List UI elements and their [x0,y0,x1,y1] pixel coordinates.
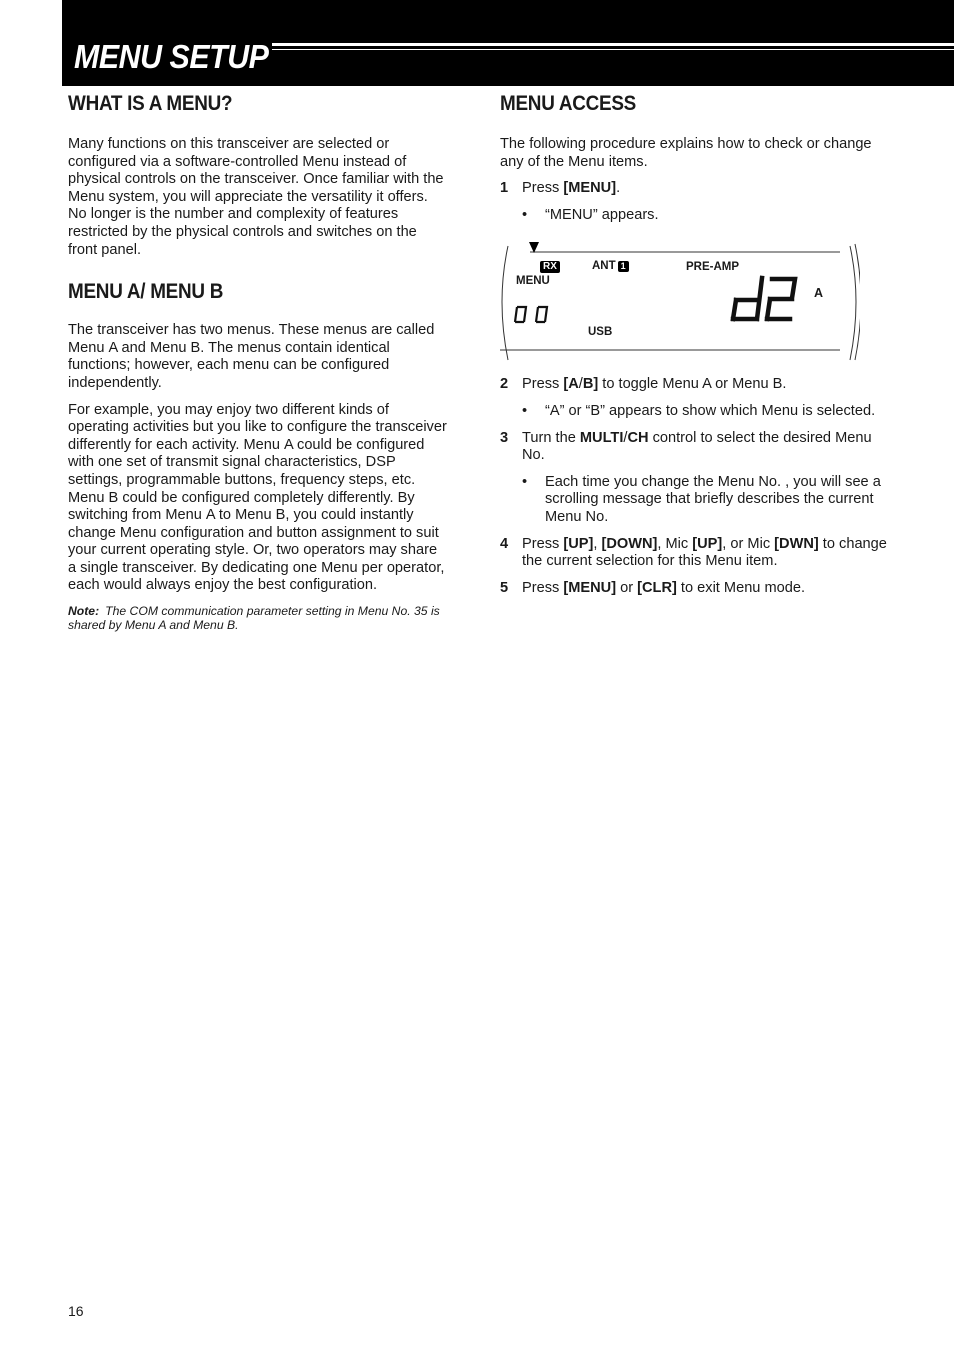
ant-indicator [592,260,629,272]
step-text: / [623,429,628,446]
step-number: 2 [500,376,509,393]
rx-indicator: RX [540,261,560,273]
right-column [500,90,890,597]
step-2 [500,376,890,394]
menu-letter-indicator: A [814,286,824,301]
paragraph-two-menus: The transceiver has two menus. These menus are called Menu A and Menu B. The menus contain identical functions; however, each menu can be configured independently. [68,322,435,391]
step-text: Press [522,579,564,596]
step-3 [500,430,890,465]
heading-what-is-a-menu: WHAT IS A MENU? [68,92,233,115]
page-number: 16 [68,1303,84,1319]
step-text: , [593,535,602,552]
note-text: The COM communication parameter setting in Menu No. 35 is shared by Menu A and Menu B. [68,604,440,633]
preamp-indicator: PRE-AMP [686,261,740,274]
key-a: [A [563,376,579,393]
menu-number-digits [515,307,547,322]
step-text: / [578,376,583,393]
key-menu: [MENU] [563,579,617,596]
step-number: 4 [500,535,509,552]
key-multi: MULTI [579,429,624,446]
header-banner [62,0,954,86]
step-number: 1 [500,180,509,197]
lcd-frame [500,240,860,362]
header-rule [272,43,954,46]
bullet-icon: • [522,473,528,490]
paragraph-menu-access-intro: The following procedure explains how to check or change any of the Menu items. [500,136,872,170]
step-text: , or Mic [722,535,775,552]
bullet-icon: • [522,402,528,419]
step-text: or [616,579,638,596]
step-text: . [616,180,621,197]
step-text: Turn the [522,429,580,446]
value-digits [733,278,795,319]
step-text: to exit Menu mode. [676,579,806,596]
bullet-menu-appears [500,207,890,225]
lcd-display-illustration [500,240,860,362]
step-number: 5 [500,579,509,596]
left-column [68,90,448,632]
step-number: 3 [500,429,509,446]
note-label: Note: [68,604,100,619]
step-text: Press [522,180,564,197]
key-mic-dwn: [DWN] [774,535,819,552]
page-title: MENU SETUP [74,38,269,75]
key-menu: [MENU] [563,180,617,197]
bullet-scrolling-message [500,474,890,527]
step-text: control to select the desired Menu No. [522,429,872,464]
key-down: [DOWN] [601,535,658,552]
ant-number: 1 [618,261,629,272]
header-rule-thin [272,49,954,50]
heading-menu-a-menu-b: MENU A/ MENU B [68,280,224,304]
menu-indicator: MENU [516,275,550,288]
step-text: Press [522,376,564,393]
paragraph-what-is-a-menu: Many functions on this transceiver are selected or configured via a software-controlled Menu instead of physical controls on the transceiver. Once familiar with the Menu system, you will appreciate the versatility it offers. No longer is the number and complexity of features restricted by the physical controls and switches on the front panel. [68,136,444,258]
bullet-text: “MENU” appears. [545,206,659,223]
key-ch: CH [627,429,649,446]
ant-label: ANT [592,260,616,273]
step-4 [500,536,890,571]
key-up: [UP] [563,535,594,552]
key-b: B] [582,376,599,393]
bullet-text: Each time you change the Menu No. , you will see a scrolling message that briefly describes the current Menu No. [545,473,881,525]
mode-indicator: USB [588,326,613,339]
bullet-text: “A” or “B” appears to show which Menu is selected. [545,402,876,419]
key-clr: [CLR] [637,579,677,596]
step-text: to change the current selection for this Menu item. [522,535,887,570]
step-text: Press [522,535,564,552]
step-5 [500,580,890,598]
bullet-a-or-b [500,403,890,421]
paragraph-example: For example, you may enjoy two different kinds of operating activities but you like to configure the transceiver differently for each activity. Menu A could be configured with one set of transmit signal characteristics, DSP settings, programmable buttons, frequency steps, etc. Menu B could be configured completely differently. By switching from Menu A to Menu B, you could instantly change Menu configuration and button assignment to suit your current operating style. Or, two operators may share a single transceiver. By dedicating one Menu per operator, each would always enjoy the best configuration. [68,401,447,594]
step-text: to toggle Menu A or Menu B. [598,376,787,393]
step-1 [500,180,890,198]
note [68,604,448,632]
key-mic-up: [UP] [692,535,723,552]
step-text: , Mic [657,535,693,552]
triangle-icon [529,242,539,253]
bullet-icon: • [522,206,528,223]
heading-menu-access: MENU ACCESS [500,92,636,115]
